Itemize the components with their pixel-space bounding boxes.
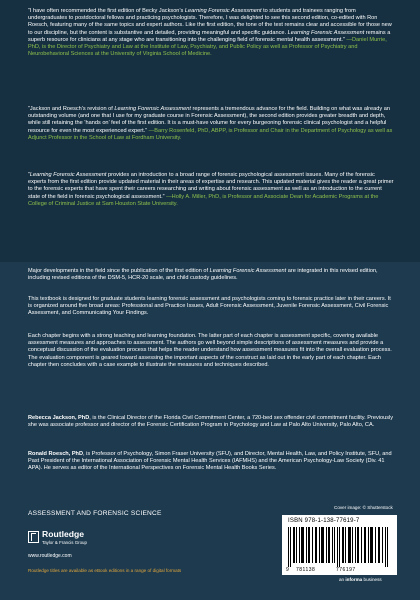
quote-author: —Holly A. Miller, PhD, is Professor and Associate Dean for Academic Programs at the College of Criminal Justice at Sam Houston State University. [28, 193, 379, 207]
barcode-digits: 781138 [296, 567, 316, 573]
imprint-text: an [339, 577, 346, 582]
quote-text: “I have often recommended the first edition of Becky Jackson’s [28, 8, 185, 14]
quote-text: remains a superb resource for clinicians at any stage who are transitioning into the challenging field of forensic mental health assessment.” [28, 29, 391, 43]
book-title-italic: Learning Forensic Assessment [287, 29, 365, 36]
description-paragraph: This textbook is designed for graduate students learning forensic assessment and psychologists coming to forensic practice later in their careers. It is organized around five broad areas: Professional and Practice Issues, Adult Forensic Assessment, Juvenile Forensic Assessment, Civil Forensic Assessment, and Communicating Your Findings. [28, 296, 391, 317]
quote-text: represents a tremendous advance for the field. Building on what was already an outstanding volume (and one that I use for my graduate course in Forensic Assessment), the second edition provides greater breadth and depth, while still retaining the ‘hands on’ feel of the first edition. It is a must-have volume for every burgeoning forensic clinical psychologist and a helpful resource for even the most experienced expert.” [28, 106, 390, 134]
publisher-group: Taylor & Francis Group [42, 540, 87, 545]
author-name: Rebecca Jackson, PhD [28, 415, 90, 421]
endorsement-quote [28, 8, 394, 58]
cover-credit: Cover image: © Shutterstock [334, 505, 393, 510]
author-bio [28, 451, 394, 473]
author-name: Ronald Roesch, PhD [28, 451, 84, 457]
endorsement-quote [28, 172, 394, 208]
bio-text: , is the Clinical Director of the Florida Civil Commitment Center, a 720-bed sex offender civil commitment facility. Previously she was associate professor and director of the Forensic Certification Program in Psychology and Law at Palo Alto University, Palo Alto, CA. [28, 415, 394, 429]
paragraph-text: Major developments in the field since the publication of the first edition of [28, 268, 210, 274]
quote-text: “ [28, 172, 30, 178]
bio-text: , is Professor of Psychology, Simon Fraser University (SFU), and Director, Mental Health, Law, and Policy Institute, SFU, and Past President of the International Association of Forensic Mental Health Services (IAFMHS) and the American Psychology-Law Society (Div. 41 APA). He serves as editor of the International Perspectives on Forensic Mental Health Books Series. [28, 451, 392, 472]
barcode-bars [288, 527, 391, 567]
book-title-italic: Learning Forensic Assessment [114, 106, 191, 112]
quote-text: “Jackson and Roesch’s revision of [28, 106, 115, 112]
ebook-note-text: Routledge titles are available as eBook editions in a range of digital formats [28, 568, 182, 573]
barcode [282, 515, 397, 575]
isbn-text: ISBN 978-1-138-77619-7 [288, 518, 360, 524]
quote-text: provides an introduction to a broad range of forensic psychological assessment issues. Many of the forensic experts from the first edition provide updated material in their areas of expertise and research. This updated material gives the reader a great primer to the forensic experts that have spent their careers researching and writing about forensic assessment as well as an introduction to the current state of the field in forensic psychological assessment.” [28, 172, 394, 200]
endorsement-quote [28, 106, 394, 142]
imprint-brand: informa [345, 577, 363, 582]
routledge-logo-icon [28, 531, 39, 543]
publisher-name: Routledge [42, 529, 85, 539]
book-title-italic: Learning Forensic Assessment [29, 172, 107, 178]
informa-imprint [339, 577, 382, 582]
quote-text: to students and trainees ranging from undergraduates to postdoctoral fellows and practicing psychologists. Therefore, I was delighted to see this second edition, co-edited with Ron Roesch, featuring many of the same topics and expert authors. Like the first edition, the tone of the text remains clear and accessible for those new to our discipline, but the content is substantive and detailed, providing meaningful and specific guidance. [28, 8, 392, 36]
book-title-italic: Learning Forensic Assessment [184, 8, 262, 14]
quote-author: —Barry Rosenfeld, PhD, ABPP, is Professor and Chair in the Department of Psychology as well as Adjunct Professor in the School of Law at Fordham University. [28, 127, 393, 141]
publisher-website[interactable]: www.routledge.com [28, 553, 72, 559]
author-bio [28, 415, 394, 429]
quote-author: —Daniel Murrie, PhD, is the Director of Psychiatry and Law at the Institute of Law, Psychiatry, and Public Policy as well as Professor of Psychiatry and Neurobehavioral Sciences at the University of Virginia School of Medicine. [28, 36, 387, 58]
ebook-note [28, 568, 181, 573]
barcode-digits: 776197 [336, 567, 356, 573]
paragraph-text: are integrated in this revised edition, including revised editions of the DSM-5, HCR-20 scale, and child custody guidelines. [28, 268, 378, 282]
book-title-italic: Learning Forensic Assessment [209, 268, 287, 274]
description-paragraph: Each chapter begins with a strong teaching and learning foundation. The latter part of each chapter is assessment specific, covering available assessment measures and approaches to assessment. The authors go well beyond simple descriptions of assessment measures and provide a conceptual discussion of the evaluation process that helps the reader understand how assessment measures fit into the overall evaluation process. The evaluation component is geared toward assessing the important aspects of the construct as laid out in the early part of each chapter. Each chapter then concludes with a case example to illustrate the measures and techniques described. [28, 333, 392, 368]
barcode-digit: 9 [286, 567, 289, 573]
imprint-text: business [362, 577, 382, 582]
description-paragraph [28, 268, 394, 282]
series-label: ASSESSMENT AND FORENSIC SCIENCE [28, 510, 162, 517]
